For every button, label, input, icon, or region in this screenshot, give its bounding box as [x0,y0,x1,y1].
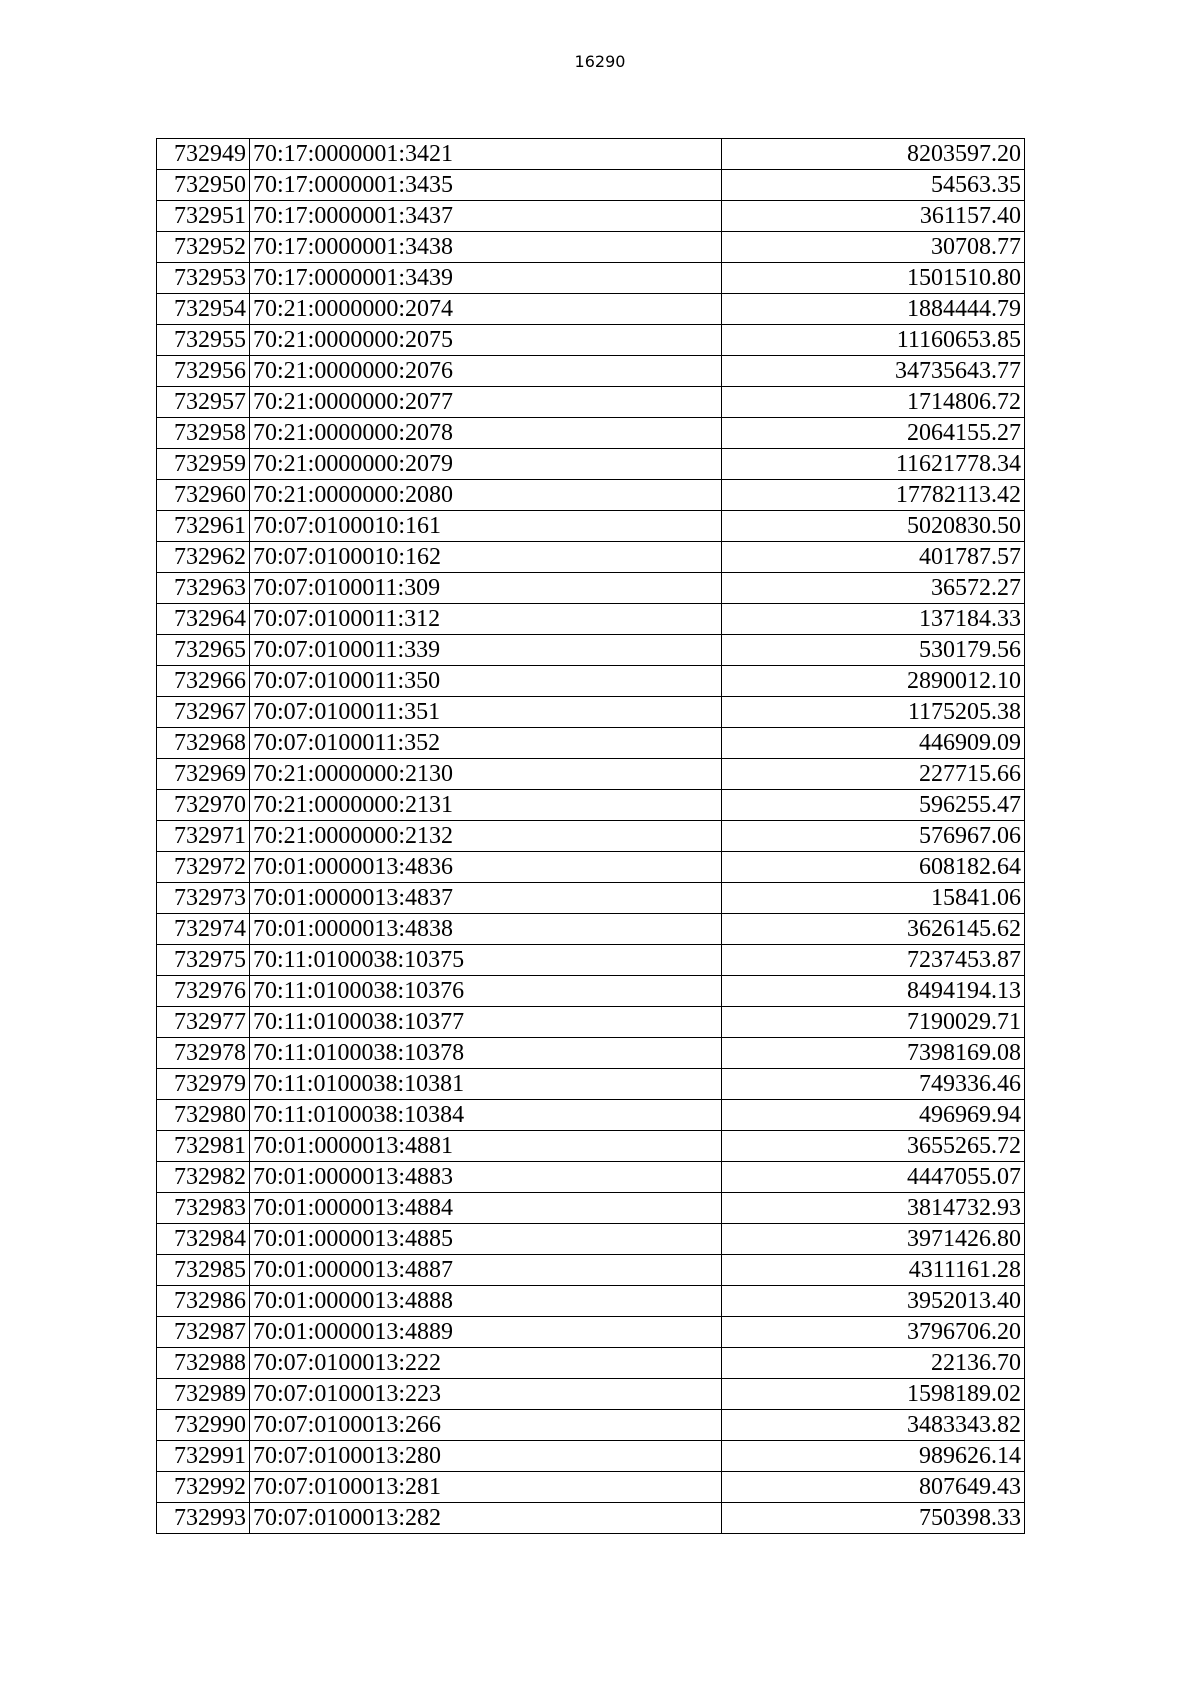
cadastral-number-cell: 70:21:0000000:2078 [250,418,722,449]
cadastral-number-cell: 70:21:0000000:2132 [250,821,722,852]
cadastral-number-cell: 70:01:0000013:4887 [250,1255,722,1286]
table-row [157,573,1025,604]
cadastral-number-cell: 70:21:0000000:2076 [250,356,722,387]
table-row [157,604,1025,635]
row-number-cell: 732983 [157,1193,250,1224]
cadastral-number-cell: 70:11:0100038:10378 [250,1038,722,1069]
row-number-cell: 732956 [157,356,250,387]
cadastral-value-cell: 4311161.28 [722,1255,1025,1286]
cadastral-value-cell: 3796706.20 [722,1317,1025,1348]
cadastral-number-cell: 70:11:0100038:10377 [250,1007,722,1038]
row-number-cell: 732957 [157,387,250,418]
table-row [157,1255,1025,1286]
row-number-cell: 732985 [157,1255,250,1286]
cadastral-value-cell: 576967.06 [722,821,1025,852]
row-number-cell: 732988 [157,1348,250,1379]
table-row [157,1441,1025,1472]
row-number-cell: 732964 [157,604,250,635]
cadastral-value-cell: 750398.33 [722,1503,1025,1534]
cadastral-number-cell: 70:01:0000013:4836 [250,852,722,883]
cadastral-value-table [156,138,1025,1534]
table-row [157,294,1025,325]
row-number-cell: 732989 [157,1379,250,1410]
table-row [157,821,1025,852]
cadastral-value-cell: 8494194.13 [722,976,1025,1007]
table-row [157,1286,1025,1317]
cadastral-number-cell: 70:01:0000013:4837 [250,883,722,914]
cadastral-value-cell: 1175205.38 [722,697,1025,728]
row-number-cell: 732951 [157,201,250,232]
table-body [157,139,1025,1534]
row-number-cell: 732982 [157,1162,250,1193]
cadastral-number-cell: 70:07:0100010:161 [250,511,722,542]
row-number-cell: 732970 [157,790,250,821]
table-row [157,387,1025,418]
cadastral-number-cell: 70:21:0000000:2131 [250,790,722,821]
cadastral-value-cell: 1884444.79 [722,294,1025,325]
table-row [157,1069,1025,1100]
cadastral-value-cell: 530179.56 [722,635,1025,666]
cadastral-number-cell: 70:11:0100038:10384 [250,1100,722,1131]
cadastral-value-cell: 807649.43 [722,1472,1025,1503]
cadastral-value-cell: 496969.94 [722,1100,1025,1131]
row-number-cell: 732967 [157,697,250,728]
row-number-cell: 732971 [157,821,250,852]
table-row [157,666,1025,697]
cadastral-value-cell: 11160653.85 [722,325,1025,356]
table-row [157,511,1025,542]
row-number-cell: 732968 [157,728,250,759]
row-number-cell: 732962 [157,542,250,573]
cadastral-number-cell: 70:07:0100011:339 [250,635,722,666]
table-row [157,1100,1025,1131]
table-row [157,1162,1025,1193]
table-row [157,1379,1025,1410]
table-row [157,139,1025,170]
cadastral-number-cell: 70:21:0000000:2130 [250,759,722,790]
cadastral-number-cell: 70:21:0000000:2074 [250,294,722,325]
cadastral-value-cell: 17782113.42 [722,480,1025,511]
row-number-cell: 732974 [157,914,250,945]
table-row [157,945,1025,976]
cadastral-number-cell: 70:17:0000001:3437 [250,201,722,232]
cadastral-number-cell: 70:07:0100013:223 [250,1379,722,1410]
row-number-cell: 732990 [157,1410,250,1441]
cadastral-value-cell: 34735643.77 [722,356,1025,387]
cadastral-number-cell: 70:07:0100013:281 [250,1472,722,1503]
table-row [157,790,1025,821]
cadastral-value-cell: 8203597.20 [722,139,1025,170]
cadastral-number-cell: 70:01:0000013:4883 [250,1162,722,1193]
cadastral-value-cell: 15841.06 [722,883,1025,914]
cadastral-value-cell: 401787.57 [722,542,1025,573]
cadastral-number-cell: 70:17:0000001:3435 [250,170,722,201]
row-number-cell: 732975 [157,945,250,976]
table-row [157,449,1025,480]
cadastral-number-cell: 70:21:0000000:2077 [250,387,722,418]
table-row [157,201,1025,232]
cadastral-number-cell: 70:17:0000001:3421 [250,139,722,170]
cadastral-value-cell: 30708.77 [722,232,1025,263]
cadastral-number-cell: 70:01:0000013:4881 [250,1131,722,1162]
cadastral-value-cell: 989626.14 [722,1441,1025,1472]
table-row [157,1007,1025,1038]
row-number-cell: 732969 [157,759,250,790]
cadastral-value-cell: 3952013.40 [722,1286,1025,1317]
table-row [157,418,1025,449]
cadastral-value-cell: 3655265.72 [722,1131,1025,1162]
cadastral-value-cell: 227715.66 [722,759,1025,790]
cadastral-number-cell: 70:07:0100013:280 [250,1441,722,1472]
row-number-cell: 732958 [157,418,250,449]
row-number-cell: 732952 [157,232,250,263]
row-number-cell: 732991 [157,1441,250,1472]
row-number-cell: 732980 [157,1100,250,1131]
cadastral-value-cell: 5020830.50 [722,511,1025,542]
row-number-cell: 732979 [157,1069,250,1100]
cadastral-value-cell: 3483343.82 [722,1410,1025,1441]
table-row [157,914,1025,945]
table-row [157,1503,1025,1534]
cadastral-value-cell: 7398169.08 [722,1038,1025,1069]
row-number-cell: 732993 [157,1503,250,1534]
table-row [157,325,1025,356]
row-number-cell: 732984 [157,1224,250,1255]
cadastral-value-cell: 36572.27 [722,573,1025,604]
row-number-cell: 732976 [157,976,250,1007]
cadastral-value-cell: 608182.64 [722,852,1025,883]
cadastral-value-cell: 3814732.93 [722,1193,1025,1224]
cadastral-value-cell: 54563.35 [722,170,1025,201]
table-row [157,1410,1025,1441]
cadastral-value-cell: 11621778.34 [722,449,1025,480]
cadastral-number-cell: 70:21:0000000:2079 [250,449,722,480]
row-number-cell: 732955 [157,325,250,356]
cadastral-value-cell: 446909.09 [722,728,1025,759]
table-row [157,883,1025,914]
table-row [157,1038,1025,1069]
table-row [157,1131,1025,1162]
cadastral-value-cell: 2064155.27 [722,418,1025,449]
row-number-cell: 732981 [157,1131,250,1162]
cadastral-number-cell: 70:01:0000013:4838 [250,914,722,945]
row-number-cell: 732965 [157,635,250,666]
cadastral-number-cell: 70:11:0100038:10375 [250,945,722,976]
table-row [157,728,1025,759]
cadastral-value-cell: 4447055.07 [722,1162,1025,1193]
cadastral-value-cell: 2890012.10 [722,666,1025,697]
row-number-cell: 732960 [157,480,250,511]
table-row [157,542,1025,573]
row-number-cell: 732992 [157,1472,250,1503]
table-row [157,976,1025,1007]
row-number-cell: 732953 [157,263,250,294]
cadastral-value-cell: 137184.33 [722,604,1025,635]
row-number-cell: 732950 [157,170,250,201]
cadastral-number-cell: 70:01:0000013:4889 [250,1317,722,1348]
row-number-cell: 732977 [157,1007,250,1038]
table-row [157,480,1025,511]
cadastral-number-cell: 70:17:0000001:3438 [250,232,722,263]
cadastral-value-cell: 7190029.71 [722,1007,1025,1038]
cadastral-value-cell: 1501510.80 [722,263,1025,294]
table-row [157,697,1025,728]
cadastral-number-cell: 70:01:0000013:4884 [250,1193,722,1224]
cadastral-value-cell: 7237453.87 [722,945,1025,976]
cadastral-number-cell: 70:11:0100038:10376 [250,976,722,1007]
table-row [157,263,1025,294]
table-row [157,1193,1025,1224]
cadastral-number-cell: 70:07:0100013:266 [250,1410,722,1441]
cadastral-number-cell: 70:01:0000013:4885 [250,1224,722,1255]
table-row [157,1348,1025,1379]
row-number-cell: 732987 [157,1317,250,1348]
cadastral-number-cell: 70:21:0000000:2075 [250,325,722,356]
cadastral-number-cell: 70:07:0100011:312 [250,604,722,635]
row-number-cell: 732973 [157,883,250,914]
table-row [157,170,1025,201]
table-row [157,635,1025,666]
cadastral-value-cell: 749336.46 [722,1069,1025,1100]
cadastral-number-cell: 70:11:0100038:10381 [250,1069,722,1100]
table-row [157,1224,1025,1255]
row-number-cell: 732961 [157,511,250,542]
row-number-cell: 732959 [157,449,250,480]
row-number-cell: 732963 [157,573,250,604]
table-row [157,1317,1025,1348]
cadastral-number-cell: 70:07:0100011:351 [250,697,722,728]
cadastral-value-cell: 22136.70 [722,1348,1025,1379]
cadastral-number-cell: 70:01:0000013:4888 [250,1286,722,1317]
cadastral-value-cell: 1598189.02 [722,1379,1025,1410]
cadastral-number-cell: 70:07:0100011:352 [250,728,722,759]
row-number-cell: 732986 [157,1286,250,1317]
row-number-cell: 732978 [157,1038,250,1069]
row-number-cell: 732949 [157,139,250,170]
cadastral-number-cell: 70:07:0100011:309 [250,573,722,604]
table-row [157,1472,1025,1503]
cadastral-number-cell: 70:07:0100013:282 [250,1503,722,1534]
row-number-cell: 732966 [157,666,250,697]
cadastral-number-cell: 70:17:0000001:3439 [250,263,722,294]
table-row [157,232,1025,263]
cadastral-value-cell: 3971426.80 [722,1224,1025,1255]
row-number-cell: 732954 [157,294,250,325]
cadastral-number-cell: 70:07:0100010:162 [250,542,722,573]
table-row [157,356,1025,387]
cadastral-value-cell: 361157.40 [722,201,1025,232]
cadastral-number-cell: 70:07:0100013:222 [250,1348,722,1379]
cadastral-number-cell: 70:07:0100011:350 [250,666,722,697]
cadastral-value-cell: 3626145.62 [722,914,1025,945]
table-row [157,852,1025,883]
row-number-cell: 732972 [157,852,250,883]
cadastral-number-cell: 70:21:0000000:2080 [250,480,722,511]
page-number: 16290 [574,52,626,71]
table-row [157,759,1025,790]
cadastral-value-cell: 596255.47 [722,790,1025,821]
cadastral-value-cell: 1714806.72 [722,387,1025,418]
